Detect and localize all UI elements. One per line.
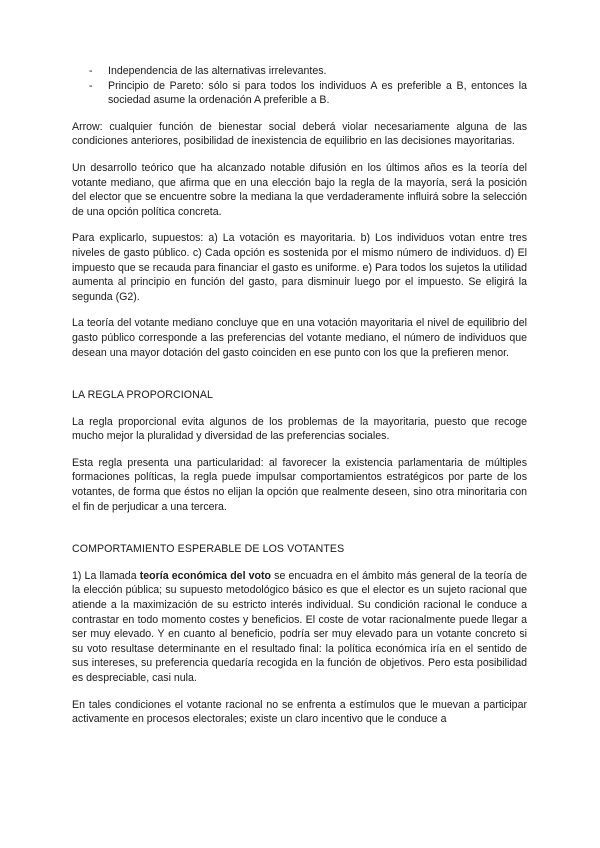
bullet-text: Independencia de las alternativas irrelevantes. bbox=[108, 65, 327, 77]
list-item bbox=[72, 64, 527, 79]
paragraph-prefix: 1) La llamada bbox=[72, 569, 140, 582]
document-page bbox=[72, 64, 527, 739]
paragraph-concluye: La teoría del votante mediano concluye que en una votación mayoritaria el nivel de equilibrio del gasto público corresponde a las preferencias del votante mediano, el número de individuos que desean una mayor dotación del gasto coinciden en ese punto con los que la prefieren menor. bbox=[72, 317, 527, 359]
heading-regla-proporcional: LA REGLA PROPORCIONAL bbox=[72, 389, 214, 402]
paragraph-proporcional-2: Esta regla presenta una particularidad: al favorecer la existencia parlamentaria de múltiples formaciones políticas, la regla puede impulsar comportamientos estratégicos por parte de los votantes, de forma que éstos no elijan la opción que realmente deseen, sino otra minoritaria con el fin de perjudicar a una tercera. bbox=[72, 456, 527, 513]
paragraph-proporcional-1: La regla proporcional evita algunos de los problemas de la mayoritaria, puesto que recoge mucho mejor la pluralidad y diversidad de las preferencias sociales. bbox=[72, 415, 527, 443]
paragraph-votante-racional: En tales condiciones el votante racional no se enfrenta a estímulos que le muevan a participar activamente en procesos electorales; existe un claro incentivo que le conduce a bbox=[72, 698, 527, 726]
list-item bbox=[72, 79, 527, 108]
bullet-text: Principio de Pareto: sólo si para todos los individuos A es preferible a B, entonces la sociedad asume la ordenación A preferible a B. bbox=[108, 79, 527, 107]
paragraph-votante-mediano: Un desarrollo teórico que ha alcanzado notable difusión en los últimos años es la teoría del votante mediano, que afirma que en una elección bajo la regla de la mayoría, será la posición del elector que se encuentre sobre la mediana la que verdaderamente influirá sobre la selección de una opción política concreta. bbox=[72, 161, 527, 218]
bullet-dash: - bbox=[89, 79, 93, 92]
paragraph-teoria-economica bbox=[72, 569, 527, 686]
paragraph-explicarlo: Para explicarlo, supuestos: a) La votación es mayoritaria. b) Los individuos votan entre tres niveles de gasto público. c) Cada opción es sostenida por el mismo número de individuos. d) El impuesto que se recauda para financiar el gasto es uniforme. e) Para todos los sujetos la utilidad aumenta al principio en función del gasto, para disminuir luego por el impuesto. Se eligirá la segunda (G2). bbox=[72, 232, 527, 303]
conditions-list bbox=[72, 64, 527, 108]
paragraph-rest: se encuadra en el ámbito más general de la teoría de la elección pública; su supuesto metodológico básico es que el elector es un sujeto racional que atiende a la maximización de su estricto interés individual. Su condición racional le conduce a contrastar en todo momento costes y beneficios. El coste de votar racionalmente puede llegar a ser muy elevado. Y en cuanto al beneficio, podría ser muy elevado para un votante concreto si su voto resultase determinante en el resultado final: la política económica iría en el sentido de sus intereses, su preferencia quedaría recogida en la función de objetivos. Pero esta posibilidad es despreciable, casi nula. bbox=[72, 569, 527, 684]
bold-term: teoría económica del voto bbox=[139, 569, 272, 582]
heading-comportamiento-votantes: COMPORTAMIENTO ESPERABLE DE LOS VOTANTES bbox=[72, 543, 345, 556]
paragraph-arrow: Arrow: cualquier función de bienestar social deberá violar necesariamente alguna de las condiciones anteriores, posibilidad de inexistencia de equilibrio en las decisiones mayoritarias. bbox=[72, 120, 527, 148]
bullet-dash: - bbox=[89, 65, 93, 77]
